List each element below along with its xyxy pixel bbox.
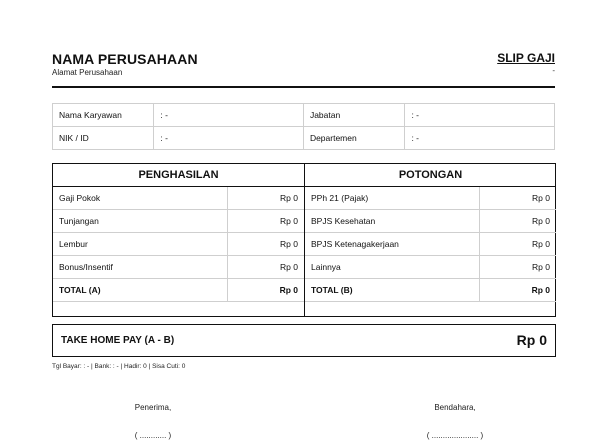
- treasurer-name: ( ..................... ): [426, 431, 484, 440]
- deductions-total-row: [305, 279, 556, 302]
- deduction-label: Lainnya: [305, 256, 480, 279]
- earning-label: Tunjangan: [53, 210, 228, 233]
- slip-title: SLIP GAJI: [497, 51, 555, 65]
- take-home-pay-box: [52, 324, 556, 357]
- earning-label: Bonus/Insentif: [53, 256, 228, 279]
- take-home-pay-label: TAKE HOME PAY (A - B): [61, 335, 175, 346]
- earning-label: Lembur: [53, 233, 228, 256]
- payment-info: Tgl Bayar: : - | Bank: : - | Hadir: 0 | Sisa Cuti: 0: [52, 363, 186, 370]
- earning-amount: Rp 0: [228, 210, 305, 233]
- take-home-pay-value: Rp 0: [516, 332, 547, 348]
- table-row: [53, 210, 304, 233]
- employee-id-value: : -: [154, 127, 304, 150]
- employee-id-label: NIK / ID: [53, 127, 154, 150]
- slip-number: -: [552, 66, 555, 75]
- header-divider: [52, 86, 555, 88]
- table-row: [305, 233, 556, 256]
- position-label: Jabatan: [303, 104, 405, 127]
- table-row: [53, 233, 304, 256]
- deduction-label: BPJS Kesehatan: [305, 210, 480, 233]
- info-row: [53, 104, 555, 127]
- position-value: : -: [405, 104, 555, 127]
- earning-amount: Rp 0: [228, 256, 305, 279]
- treasurer-label: Bendahara,: [434, 403, 476, 412]
- department-label: Departemen: [303, 127, 405, 150]
- earnings-total-amount: Rp 0: [228, 279, 305, 302]
- receiver-name: ( ............ ): [134, 431, 172, 440]
- table-row: [305, 256, 556, 279]
- earnings-title: PENGHASILAN: [53, 164, 304, 187]
- info-row: [53, 127, 555, 150]
- earning-amount: Rp 0: [228, 187, 305, 210]
- deduction-amount: Rp 0: [480, 256, 557, 279]
- receiver-label: Penerima,: [134, 403, 172, 412]
- deduction-label: PPh 21 (Pajak): [305, 187, 480, 210]
- table-row: [305, 187, 556, 210]
- table-row: [305, 210, 556, 233]
- earnings-table: [53, 187, 304, 302]
- table-row: [53, 187, 304, 210]
- deduction-amount: Rp 0: [480, 187, 557, 210]
- deductions-table: [305, 187, 556, 302]
- deductions-column: [304, 164, 556, 316]
- earnings-total-label: TOTAL (A): [53, 279, 228, 302]
- employee-info-table: [52, 103, 555, 150]
- deductions-total-label: TOTAL (B): [305, 279, 480, 302]
- deductions-total-amount: Rp 0: [480, 279, 557, 302]
- company-name: NAMA PERUSAHAAN: [52, 51, 198, 67]
- employee-name-value: : -: [154, 104, 304, 127]
- department-value: : -: [405, 127, 555, 150]
- pay-breakdown: [52, 163, 556, 317]
- earnings-column: [53, 164, 304, 302]
- deduction-amount: Rp 0: [480, 210, 557, 233]
- earning-amount: Rp 0: [228, 233, 305, 256]
- deduction-amount: Rp 0: [480, 233, 557, 256]
- deduction-label: BPJS Ketenagakerjaan: [305, 233, 480, 256]
- deductions-title: POTONGAN: [305, 164, 556, 187]
- earning-label: Gaji Pokok: [53, 187, 228, 210]
- table-row: [53, 256, 304, 279]
- earnings-total-row: [53, 279, 304, 302]
- employee-name-label: Nama Karyawan: [53, 104, 154, 127]
- company-address: Alamat Perusahaan: [52, 68, 123, 77]
